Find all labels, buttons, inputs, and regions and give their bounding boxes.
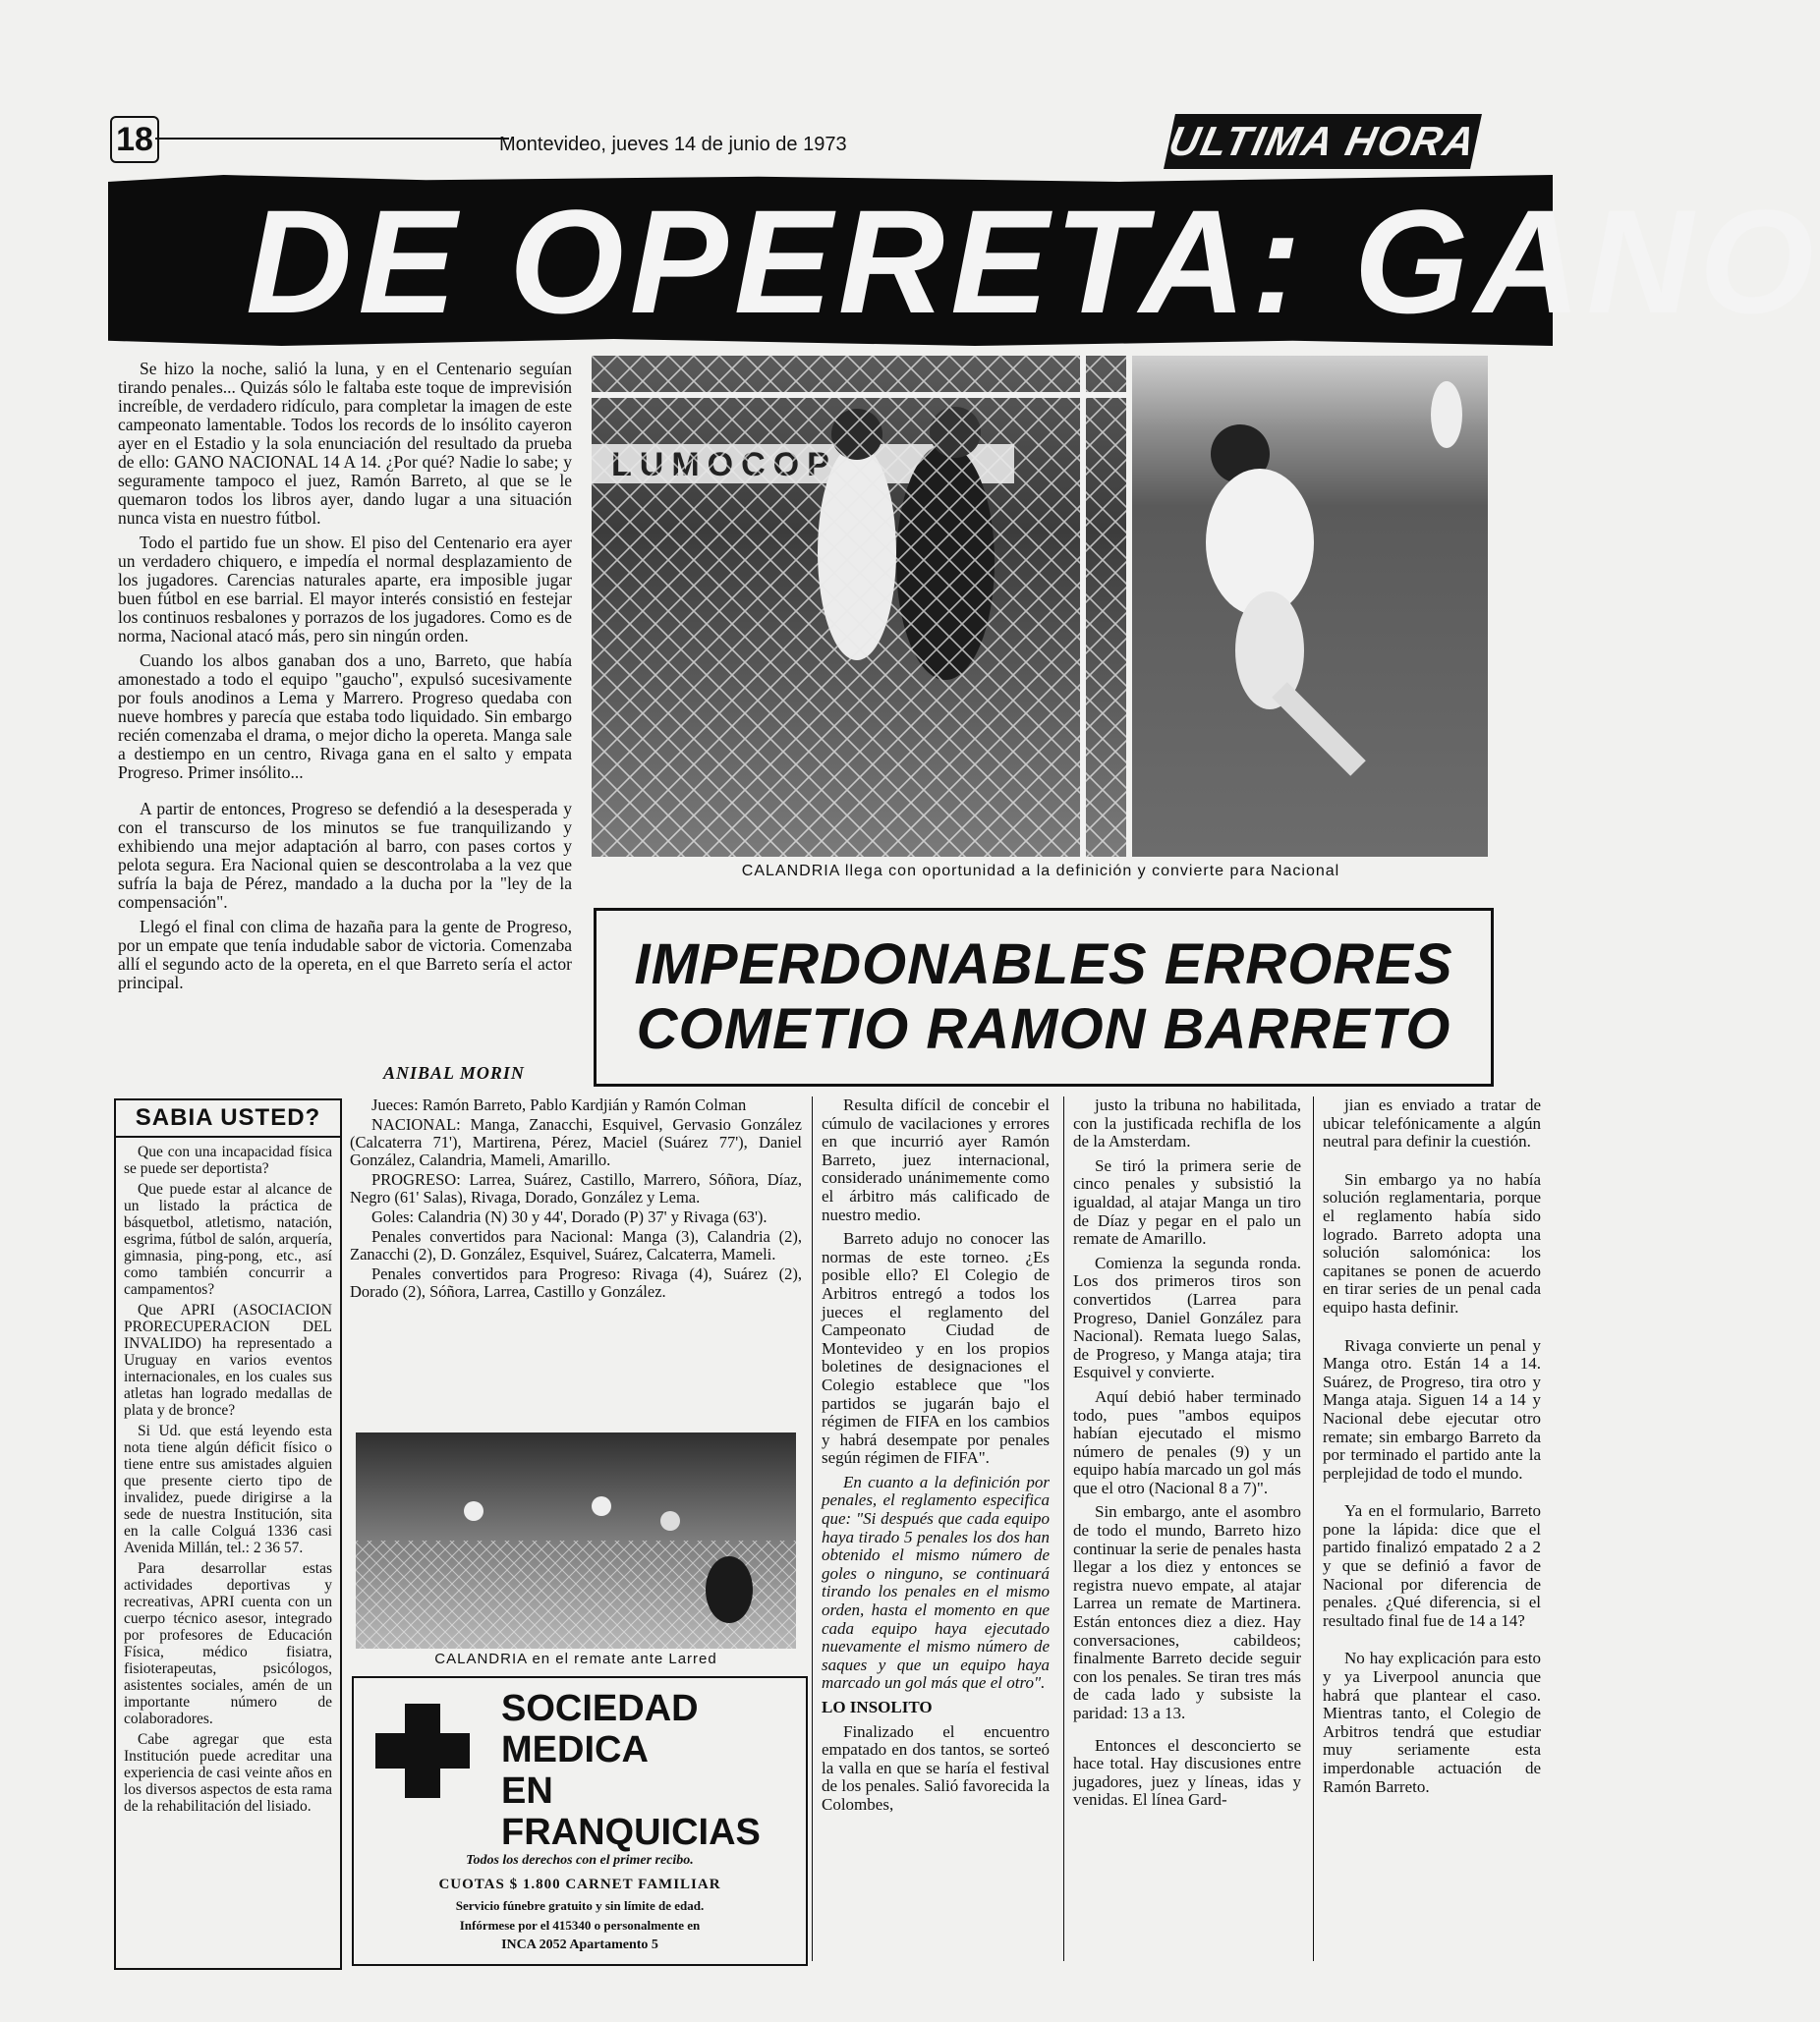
advert-title-line: MEDICA bbox=[501, 1729, 649, 1770]
sabia-paragraph: Que con una incapacidad física se puede ser deportista? bbox=[124, 1144, 332, 1177]
column-paragraph: Barreto adujo no conocer las normas de este torneo. ¿Es posible ello? El Colegio de Arbitros entregó a todos los jueces el reglamento del Campeonato Ciudad de Montevideo y en los propios boletines de designaciones el Colegio establece que "los partidos se jugarán bajo el régimen de FIFA en los cambios y habrá desempate por penales según régimen de FIFA". bbox=[822, 1229, 1050, 1468]
advertisement bbox=[352, 1676, 808, 1966]
advert-line: INCA 2052 Apartamento 5 bbox=[501, 1938, 658, 1952]
sabia-usted-box bbox=[114, 1098, 342, 1970]
column-paragraph: Rivaga convierte un penal y Manga otro. Están 14 a 14. Suárez, de Progreso, tira otro y Manga ataja. Siguen 14 a 14 y Nacional debe ejecutar otro remate; sin embargo Barreto da por terminado el partido ante la perplejidad de todo el mundo. bbox=[1323, 1335, 1541, 1483]
column-paragraph: jian es enviado a tratar de ubicar telefónicamente a algún neutral para definir la cuestión. bbox=[1323, 1095, 1541, 1151]
lead-article bbox=[118, 360, 572, 1059]
column-paragraph: No hay explicación para esto y ya Liverpool anuncia que habrá que plantear el caso. Mientras tanto, el Colegio de Arbitros tendrá que estudiar muy seriamente esta imperdonable actuación de Ramón Barreto. bbox=[1323, 1649, 1541, 1796]
advert-title-line: EN FRANQUICIAS bbox=[501, 1770, 761, 1853]
column-paragraph: Ya en el formulario, Barreto pone la lápida: dice que el partido finalizó empatado 2 a 2 y que se definió a favor de Nacional por diferencia de penales. ¿Qué diferencia, si el resultado final fue de 14 a 14? bbox=[1323, 1501, 1541, 1630]
advert-line: Todos los derechos con el primer recibo. bbox=[466, 1853, 694, 1868]
column-subheading: LO INSOLITO bbox=[822, 1698, 933, 1716]
column-rule bbox=[1313, 1096, 1314, 1961]
sabia-paragraph: Que puede estar al alcance de un listado la práctica de básquetbol, atletismo, natación, esgrima, fútbol de salón, arquería, gimnasia, ping-pong, etc., así como también concurrir a campamentos? bbox=[124, 1181, 332, 1298]
column-paragraph: Finalizado el encuentro empatado en dos tantos, se sorteó la valla en que se haría el festival de los penales. Salió favorecida la Colombes, bbox=[822, 1721, 1050, 1814]
column-paragraph: Aquí debió haber terminado todo, pues "ambos equipos habían ejecutado el mismo número de penales (9) y un equipo había marcado un gol más que el otro (Nacional 8 a 7)". bbox=[1073, 1386, 1301, 1497]
advert-line: Infórmese por el 415340 o personalmente en bbox=[459, 1918, 701, 1933]
medical-cross-icon bbox=[375, 1704, 470, 1798]
small-match-photo-image bbox=[356, 1432, 796, 1649]
subheadline-line: COMETIO RAMON BARRETO bbox=[636, 997, 1451, 1061]
column-paragraph: Entonces el desconcierto se hace total. Hay discusiones entre jugadores, juez y líneas, idas y venidas. El línea Gard- bbox=[1073, 1735, 1301, 1810]
sabia-paragraph: Para desarrollar estas actividades deportivas y recreativas, APRI cuenta con un cuerpo técnico asesor, integrado por profesores de Educación Física, médico fisiatra, fisioterapeutas, psicólogos, asistentes sociales, amén de un importante número de colaboradores. bbox=[124, 1560, 332, 1727]
lead-paragraph: A partir de entonces, Progreso se defendió a la desesperada y con el transcurso de los minutos se fue tranquilizando y exhibiendo una mejor adaptación al barro, con pases cortos y pelota segura. Era Nacional quien se descontrolaba a la vez que sufría la baja de Pérez, mandado a la ducha por la "ley de la compensación". bbox=[118, 799, 572, 912]
match-sheet-line: Jueces: Ramón Barreto, Pablo Kardjián y Ramón Colman bbox=[371, 1095, 747, 1114]
column-paragraph: Sin embargo, ante el asombro de todo el mundo, Barreto hizo continuar la serie de penales hasta llegar a los diez y entonces se registra nuevo empate, al atajar Larrea un remate de Martinera. Están entonces diez a diez. Hay conversaciones, cabildeos; finalmente Barreto decide seguir con los penales. Se tiran tres más de cada lado y subsiste la paridad: 13 a 13. bbox=[1073, 1502, 1301, 1722]
article-column-5 bbox=[1323, 1096, 1541, 1796]
match-sheet-line: NACIONAL: Manga, Zanacchi, Esquivel, Gervasio González (Calcaterra 71'), Martirena, Pérez, Maciel (Suárez 77'), Daniel González, Calandria, Mameli, Amarillo. bbox=[350, 1115, 802, 1169]
sabia-usted-body bbox=[116, 1138, 340, 1825]
match-sheet-line: PROGRESO: Larrea, Suárez, Castillo, Marrero, Sóñora, Díaz, Negro (61' Salas), Rivaga, Dorado, González y Lema. bbox=[350, 1170, 802, 1207]
sabia-paragraph: Cabe agregar que esta Institución puede acreditar una experiencia de casi veinte años en los diversos aspectos de esta rama de la rehabilitación del lisiado. bbox=[124, 1731, 332, 1815]
column-paragraph: Se tiró la primera serie de cinco penales y subsistió la igualdad, al atajar Manga un tiro de Díaz y pegar en el palo un remate de Amarillo. bbox=[1073, 1155, 1301, 1249]
lead-paragraph: Cuando los albos ganaban dos a uno, Barreto, que había amonestado a todo el equipo "gaucho", expulsó sucesivamente por fouls anodinos a Lema y Marrero. Progreso quedaba con nueve hombres y parecía que estaba todo liquidado. Sin embargo recién comenzaba el drama, o mejor dicho la opereta. Manga sale a destiempo en un centro, Rivaga gana en el salto y empata Progreso. Primer insólito... bbox=[118, 650, 572, 782]
byline: ANIBAL MORIN bbox=[383, 1063, 525, 1083]
column-paragraph: Sin embargo ya no había solución reglamentaria, porque el reglamento había sido logrado. Barreto adopta una solución salomónica: los capitanes se ponen de acuerdo en tirar series de un penal cada equipo hasta definir. bbox=[1323, 1169, 1541, 1317]
column-paragraph: Comienza la segunda ronda. Los dos primeros tiros son convertidos (Larrea para Progreso, Daniel González para Nacional). Remata luego Salas, de Progreso, y Manga ataja; tira Esquivel y convierte. bbox=[1073, 1253, 1301, 1382]
column-paragraph: En cuanto a la definición por penales, el reglamento especifica que: "Si después que cada equipo haya tirado 5 penales los dos han obtenido el mismo número de goles o ninguno, se continuará tirando los penales en el mismo orden, hasta el momento en que cada equipo haya ejecutado nuevamente el mismo número de saques y que un equipo haya marcado un gol más que el otro". bbox=[822, 1472, 1050, 1693]
subheadline-line: IMPERDONABLES ERRORES bbox=[634, 932, 1453, 996]
lead-paragraph: Llegó el final con clima de hazaña para la gente de Progreso, por un empate que tenía indudable sabor de victoria. Comenzaba allí el segundo acto de la opereta, en el que Barreto sería el actor principal. bbox=[118, 917, 572, 992]
small-photo-caption: CALANDRIA en el remate ante Larred bbox=[434, 1651, 717, 1667]
match-sheet-line: Penales convertidos para Nacional: Manga (3), Calandria (2), Zanacchi (2), D. González, Esquivel, Suárez, Calcaterra, Mameli. bbox=[350, 1227, 802, 1264]
advert-title bbox=[501, 1688, 796, 1853]
masthead-rule bbox=[155, 138, 509, 140]
advert-line: CUOTAS $ 1.800 CARNET FAMILIAR bbox=[438, 1877, 721, 1892]
column-rule bbox=[812, 1096, 813, 1961]
column-paragraph: justo la tribuna no habilitada, con la justificada rechifla de los de la Amsterdam. bbox=[1073, 1095, 1301, 1151]
match-sheet bbox=[350, 1096, 802, 1301]
top-photo-caption: CALANDRIA llega con oportunidad a la definición y convierte para Nacional bbox=[741, 863, 1340, 879]
player-photo bbox=[1132, 356, 1488, 857]
player-photo-image bbox=[1132, 356, 1488, 857]
newspaper-logo: ULTIMA HORA bbox=[1164, 114, 1482, 169]
subheadline-box bbox=[594, 908, 1494, 1087]
match-sheet-line: Goles: Calandria (N) 30 y 44', Dorado (P) 37' y Rivaga (63'). bbox=[371, 1208, 768, 1226]
lead-paragraph: Todo el partido fue un show. El piso del Centenario era ayer un verdadero chiquero, e impedía el normal desplazamiento de los jugadores. Carencias naturales aparte, era imposible jugar buen fútbol en ese barrial. El mayor interés consistió en festejar los continuos resbalones y porrazos de los jugadores. Como es de norma, Nacional atacó más, pero sin ningún orden. bbox=[118, 533, 572, 646]
goal-photo-image bbox=[592, 356, 1126, 857]
article-column-4 bbox=[1073, 1096, 1301, 1810]
dateline: Montevideo, jueves 14 de junio de 1973 bbox=[499, 134, 847, 155]
column-rule bbox=[1063, 1096, 1064, 1961]
page-number: 18 bbox=[110, 116, 159, 163]
lead-paragraph: Se hizo la noche, salió la luna, y en el Centenario seguían tirando penales... Quizás sólo le faltaba este toque de imprevisión increíble, de verdadero ridículo, para completar la imagen de este campeonato lamentable. Todos los records de lo insólito cayeron ayer en el Estadio y la sola enunciación del resultado da prueba de ello: GANO NACIONAL 14 A 14. ¿Por qué? Nadie lo sabe; y seguramente tampoco el juez, Ramón Barreto, al que se le quemaron todos los libros ayer, dando lugar a una situación nunca vista en nuestro fútbol. bbox=[118, 359, 572, 528]
article-column-3 bbox=[822, 1096, 1050, 1815]
match-sheet-line: Penales convertidos para Progreso: Rivaga (4), Suárez (2), Dorado (2), Sóñora, Larrea, Castillo y González. bbox=[350, 1264, 802, 1301]
column-paragraph: Resulta difícil de concebir el cúmulo de vacilaciones y errores en que incurrió ayer Ramón Barreto, juez internacional, considerado unánimemente como el árbitro más calificado de nuestro medio. bbox=[822, 1095, 1050, 1224]
advert-line: Servicio fúnebre gratuito y sin límite de edad. bbox=[455, 1898, 705, 1913]
sabia-paragraph: Que APRI (ASOCIACION PRORECUPERACION DEL INVALIDO) ha representado a Uruguay en varios eventos internacionales, en los cuales sus atletas han logrado medallas de plata y de bronce? bbox=[124, 1302, 332, 1419]
sabia-usted-title: SABIA USTED? bbox=[116, 1100, 340, 1138]
goal-photo bbox=[592, 356, 1126, 857]
advert-title-line: SOCIEDAD bbox=[501, 1688, 699, 1729]
small-match-photo bbox=[356, 1432, 796, 1649]
headline: DE OPERETA: GANO bbox=[246, 179, 1820, 344]
sabia-paragraph: Si Ud. que está leyendo esta nota tiene algún déficit físico o tiene entre sus amistades alguien que presente cierto tipo de invalidez, puede dirigirse a la sede de nuestra Institución, sita en la calle Colguá 1336 casi Avenida Millán, tel.: 2 36 57. bbox=[124, 1423, 332, 1556]
